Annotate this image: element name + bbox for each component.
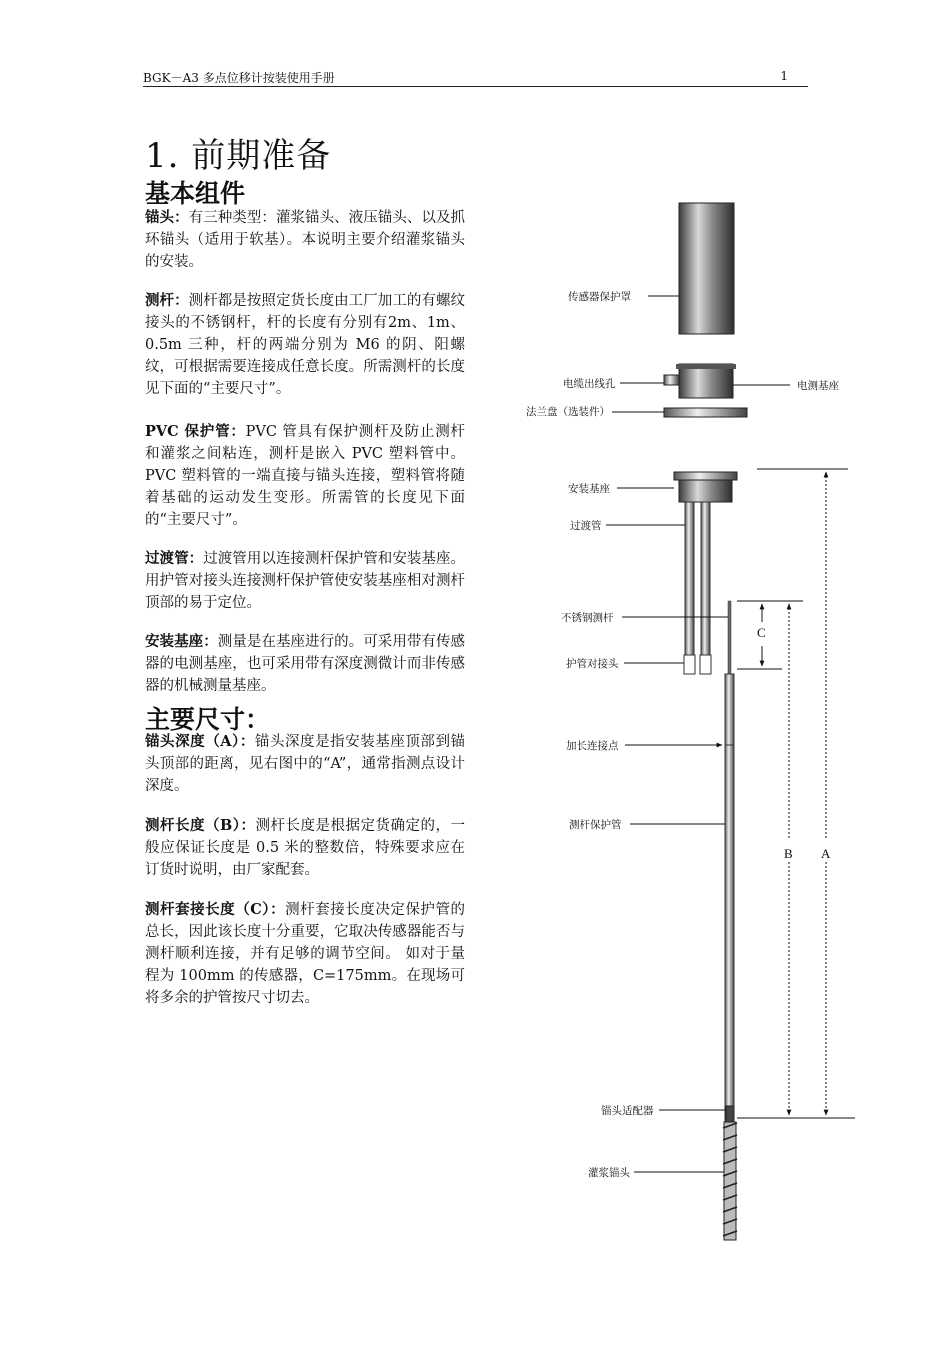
subsection-basic-components: 基本组件 [145,179,246,208]
extensometer-diagram [520,190,920,1270]
term-anchor: 锚头： [145,209,189,226]
text-dim-b: 测杆长度是根据定货确定的，一般应保证长度是 0.5 米的整数倍，特殊要求应在订货时说明，由厂家配套。 [145,818,465,878]
label-electric-base: 电测基座 [797,380,839,392]
paragraph-pvc [145,421,465,531]
text-pvc: PVC 管具有保护测杆及防止测杆和灌浆之间粘连，测杆是嵌入 PVC 塑料管中。PVC 塑料管的一端直接与锚头连接，塑料管将随着基础的运动发生变形。所需管的长度见下面的“主要尺寸”。 [145,424,465,528]
paragraph-anchor [145,207,465,273]
paragraph-base [145,631,465,697]
text-base: 测量是在基座进行的。可采用带有传感器的电测基座，也可采用带有深度测微计而非传感器的机械测量基座。 [145,634,466,694]
label-mount-base: 安装基座 [568,483,610,495]
label-transition-tube: 过渡管 [570,520,602,532]
term-dim-b: 测杆长度（B）： [145,817,256,834]
page-header [143,68,808,87]
text-dim-a: 锚头深度是指安装基座顶部到锚头顶部的距离，见右图中的“A”，通常指测点设计深度。 [145,734,466,794]
label-steel-rod: 不锈钢测杆 [561,612,614,624]
section-title: 1. 前期准备 [145,136,332,176]
label-tube-joint: 护管对接头 [566,658,619,670]
dim-label-c: C [757,625,766,640]
dim-label-a: A [821,846,831,861]
term-base: 安装基座： [145,633,218,650]
steel-rod-shape [728,601,731,676]
mount-base-shape [674,472,737,480]
flange-shape [664,408,747,417]
term-dim-c: 测杆套接长度（C）： [145,901,286,918]
dim-label-b: B [784,846,793,861]
paragraph-dim-c [145,899,465,1009]
term-pvc: PVC 保护管： [145,423,246,440]
text-anchor: 有三种类型：灌浆锚头、液压锚头、以及抓环锚头（适用于软基）。本说明主要介绍灌浆锚头的安装。 [145,210,466,270]
label-sensor-cover: 传感器保护罩 [568,291,631,303]
label-grout-anchor: 灌浆锚头 [588,1167,630,1179]
header-title: BGK－A3 多点位移计按装使用手册 [143,71,335,85]
label-cable-hole: 电缆出线孔 [563,378,616,390]
text-dim-c: 测杆套接长度决定保护管的总长，因此该长度十分重要，它取决传感器能否与测杆顺利连接，并有足够的调节空间。 如对于量程为 100mm 的传感器，C=175mm。在现场可将多余的护管按尺寸切去。 [145,902,465,1006]
term-transition: 过渡管： [145,550,204,567]
sensor-cover-shape [679,203,734,334]
label-anchor-adapter: 锚头适配器 [601,1105,654,1117]
text-transition: 过渡管用以连接测杆保护管和安装基座。用护管对接头连接测杆保护管使安装基座相对测杆顶部的易于定位。 [145,551,466,611]
paragraph-dim-a [145,731,465,797]
paragraph-rod [145,290,465,400]
term-rod: 测杆： [145,292,189,309]
transition-tube-right [701,502,710,674]
label-flange: 法兰盘（选装件） [526,406,610,418]
term-dim-a: 锚头深度（A）： [145,733,255,750]
paragraph-transition [145,548,465,614]
subsection-main-dimensions: 主要尺寸： [145,705,271,734]
transition-tube-left [685,502,694,674]
paragraph-dim-b [145,815,465,881]
page-number: 1 [780,69,788,83]
electric-base-shape [679,364,733,398]
rod-protect-tube-shape [725,674,734,1122]
text-rod: 测杆都是按照定货长度由工厂加工的有螺纹接头的不锈钢杆，杆的长度有分别有2m、1m、0.5m 三种，杆的两端分别为 M6 的阴、阳螺纹，可根据需要连接成任意长度。所需测杆的长度见下面的“主要尺寸”。 [145,293,466,397]
label-extension-point: 加长连接点 [566,740,619,752]
anchor-adapter-shape [726,1106,734,1122]
label-rod-protect-tube: 测杆保护管 [569,819,622,831]
